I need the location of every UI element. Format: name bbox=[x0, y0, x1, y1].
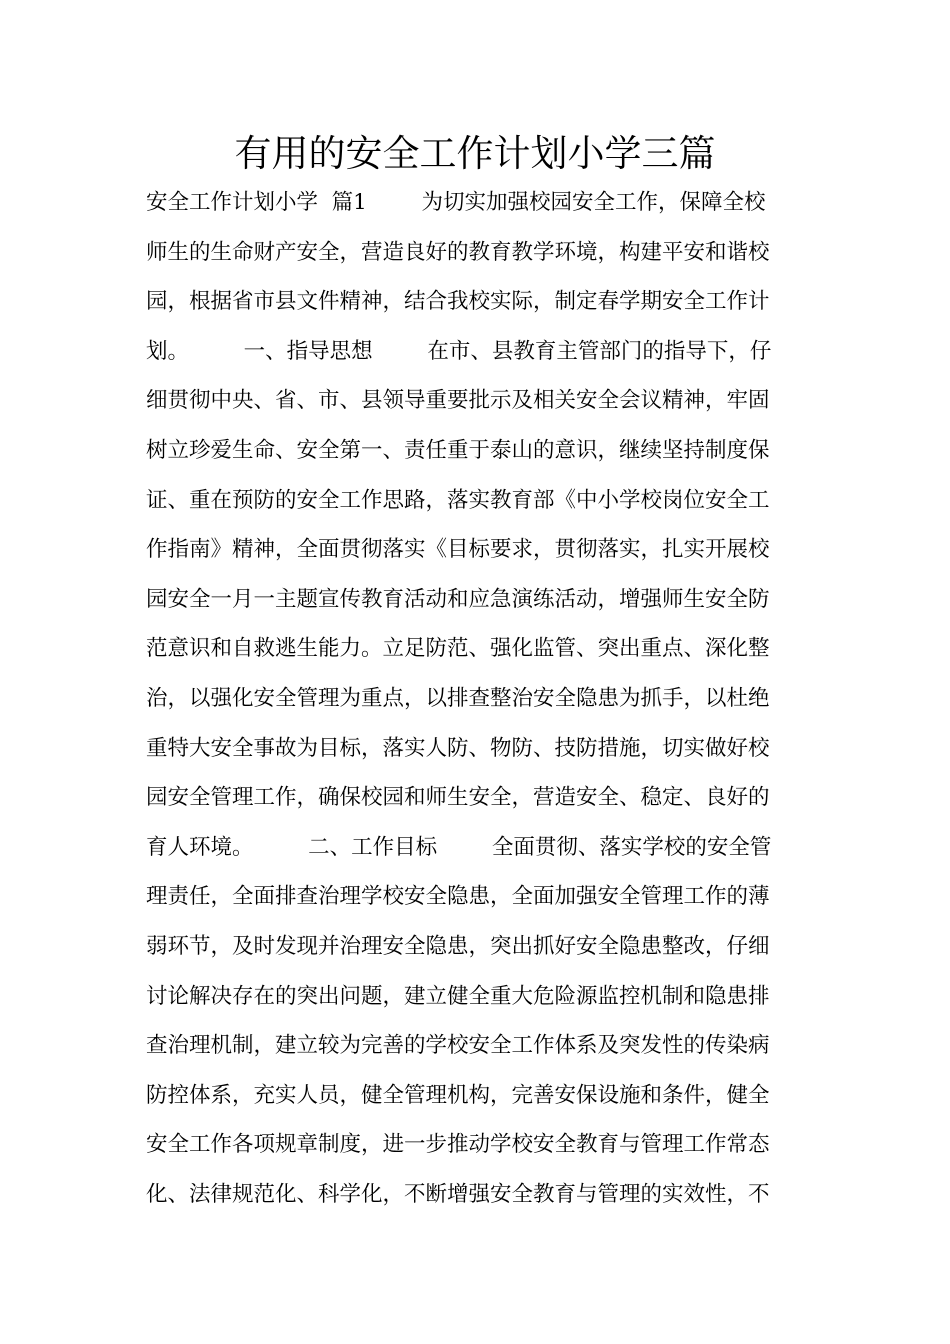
body-line: 树立珍爱生命、安全第一、责任重于泰山的意识，继续坚持制度保 bbox=[146, 437, 770, 463]
body-line: 化、法律规范化、科学化，不断增强安全教育与管理的实效性，不 bbox=[146, 1181, 770, 1207]
body-line: 安全工作各项规章制度，进一步推动学校安全教育与管理工作常态 bbox=[146, 1132, 770, 1158]
body-line: 安全工作计划小学 篇1 为切实加强校园安全工作，保障全校 bbox=[146, 190, 766, 215]
body-line: 作指南》精神，全面贯彻落实《目标要求，贯彻落实，扎实开展校 bbox=[146, 537, 770, 563]
document-title: 有用的安全工作计划小学三篇 bbox=[234, 132, 716, 175]
body-line: 治，以强化安全管理为重点，以排查整治安全隐患为抓手，以杜绝 bbox=[146, 685, 770, 711]
body-line: 理责任，全面排查治理学校安全隐患，全面加强安全管理工作的薄 bbox=[146, 884, 770, 910]
body-line: 查治理机制，建立较为完善的学校安全工作体系及突发性的传染病 bbox=[146, 1033, 770, 1059]
body-line: 防控体系，充实人员，健全管理机构，完善安保设施和条件，健全 bbox=[146, 1082, 770, 1108]
body-line: 园，根据省市县文件精神，结合我校实际，制定春学期安全工作计 bbox=[146, 289, 770, 315]
body-line: 重特大安全事故为目标，落实人防、物防、技防措施，切实做好校 bbox=[146, 735, 770, 761]
body-line: 细贯彻中央、省、市、县领导重要批示及相关安全会议精神，牢固 bbox=[146, 388, 770, 414]
document-body bbox=[146, 178, 816, 1219]
body-line: 园安全一月一主题宣传教育活动和应急演练活动，增强师生安全防 bbox=[146, 586, 770, 612]
body-line: 师生的生命财产安全，营造良好的教育教学环境，构建平安和谐校 bbox=[146, 239, 770, 265]
body-line: 讨论解决存在的突出问题，建立健全重大危险源监控机制和隐患排 bbox=[146, 983, 770, 1009]
body-line: 证、重在预防的安全工作思路，落实教育部《中小学校岗位安全工 bbox=[146, 487, 770, 513]
body-line: 划。 一、指导思想 在市、县教育主管部门的指导下，仔 bbox=[146, 338, 772, 364]
body-line: 园安全管理工作，确保校园和师生安全，营造安全、稳定、良好的 bbox=[146, 785, 770, 811]
body-line: 弱环节，及时发现并治理安全隐患，突出抓好安全隐患整改，仔细 bbox=[146, 933, 770, 959]
body-line: 范意识和自救逃生能力。立足防范、强化监管、突出重点、深化整 bbox=[146, 636, 770, 662]
body-line: 育人环境。 二、工作目标 全面贯彻、落实学校的安全管 bbox=[146, 834, 772, 860]
